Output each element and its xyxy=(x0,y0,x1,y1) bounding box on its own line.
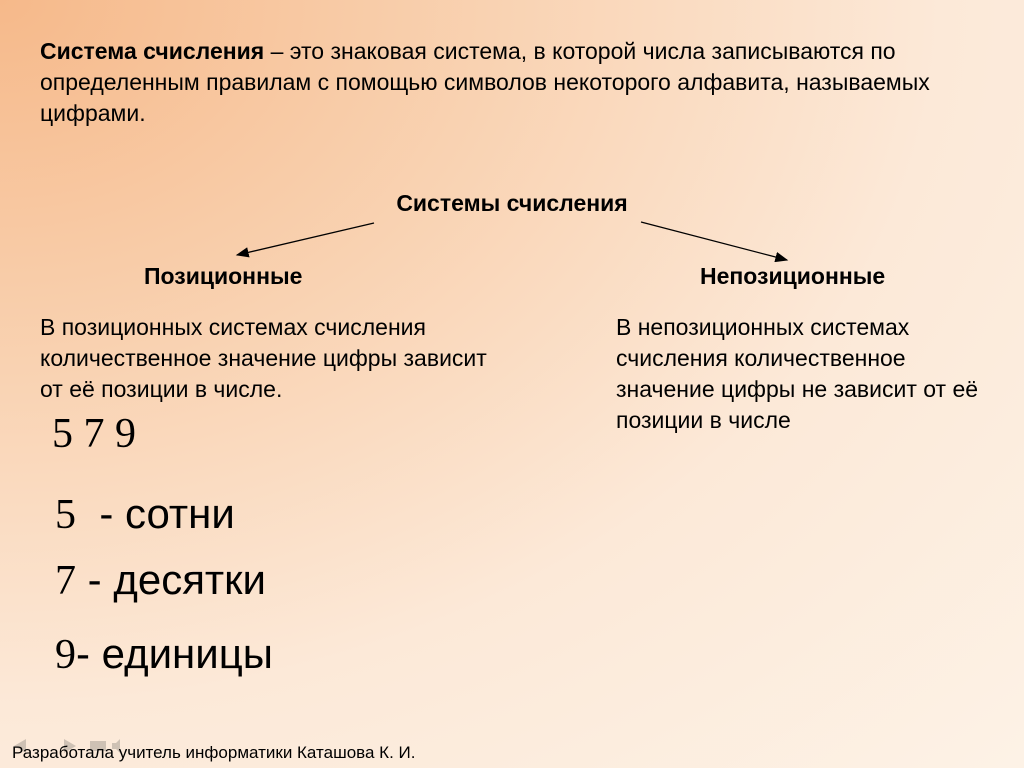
definition-text: – это знаковая система, в которой числа записываются по определенным правилам с помощью символов некоторого алфавита, называемых цифрами. xyxy=(40,38,930,126)
digit-label: - единицы xyxy=(76,630,273,677)
digit: 5 xyxy=(55,492,76,538)
digit-label: - десятки xyxy=(76,556,267,603)
arrow-right xyxy=(641,222,787,260)
digit: 9 xyxy=(55,632,76,678)
positional-description: В позиционных системах счисления количественное значение цифры зависит от её позиции в числе. xyxy=(40,314,487,402)
diagram-title: Системы счисления xyxy=(396,190,628,216)
definition-term: Система счисления xyxy=(40,38,265,64)
digit: 7 xyxy=(55,558,76,604)
definition-paragraph xyxy=(40,36,1000,129)
example-number: 5 7 9 xyxy=(52,411,136,457)
nonpositional-description: В непозиционных системах счисления количественное значение цифры не зависит от её позиции в числе xyxy=(616,314,979,433)
digit-row-tens xyxy=(55,556,266,605)
nonpositional-title: Непозиционные xyxy=(700,263,886,289)
digit-label: - сотни xyxy=(76,490,235,537)
digit-row-hundreds xyxy=(55,490,235,539)
arrow-left xyxy=(237,223,374,255)
digit-row-units xyxy=(55,630,273,679)
footer-author: Разработала учитель информатики Каташова К. И. xyxy=(12,743,416,762)
positional-title: Позиционные xyxy=(144,263,303,289)
